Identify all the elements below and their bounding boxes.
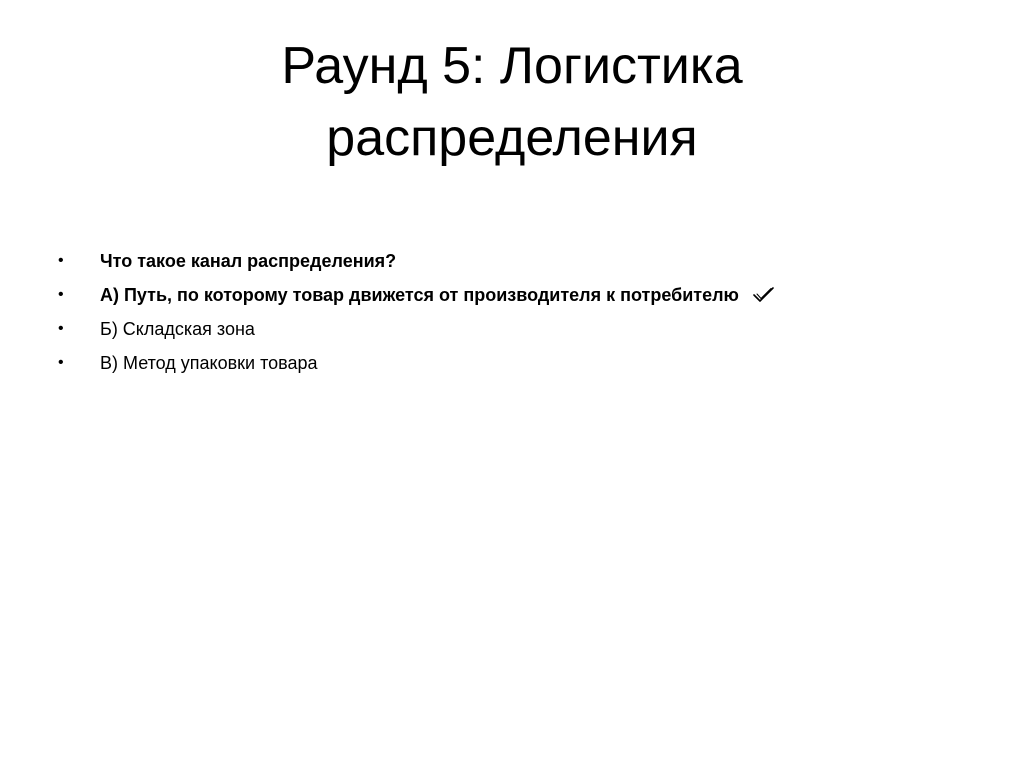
slide-title: Раунд 5: Логистика распределения — [281, 37, 743, 167]
answer-c-text: В) Метод упаковки товара — [100, 352, 318, 373]
bullet-question — [56, 244, 956, 278]
bullet-answer-a — [56, 278, 956, 312]
answer-b-text: Б) Складская зона — [100, 318, 255, 339]
bullet-answer-b — [56, 312, 956, 346]
bullet-icon: • — [58, 252, 64, 269]
question-text: Что такое канал распределения? — [100, 250, 397, 271]
bullet-icon: • — [58, 320, 64, 337]
checkmark-icon — [753, 286, 775, 304]
bullet-answer-c — [56, 346, 956, 380]
bullet-icon: • — [58, 354, 64, 371]
bullet-icon: • — [58, 286, 64, 303]
bullet-list — [56, 244, 956, 380]
answer-a-text: А) Путь, по которому товар движется от производителя к потребителю — [100, 284, 739, 305]
